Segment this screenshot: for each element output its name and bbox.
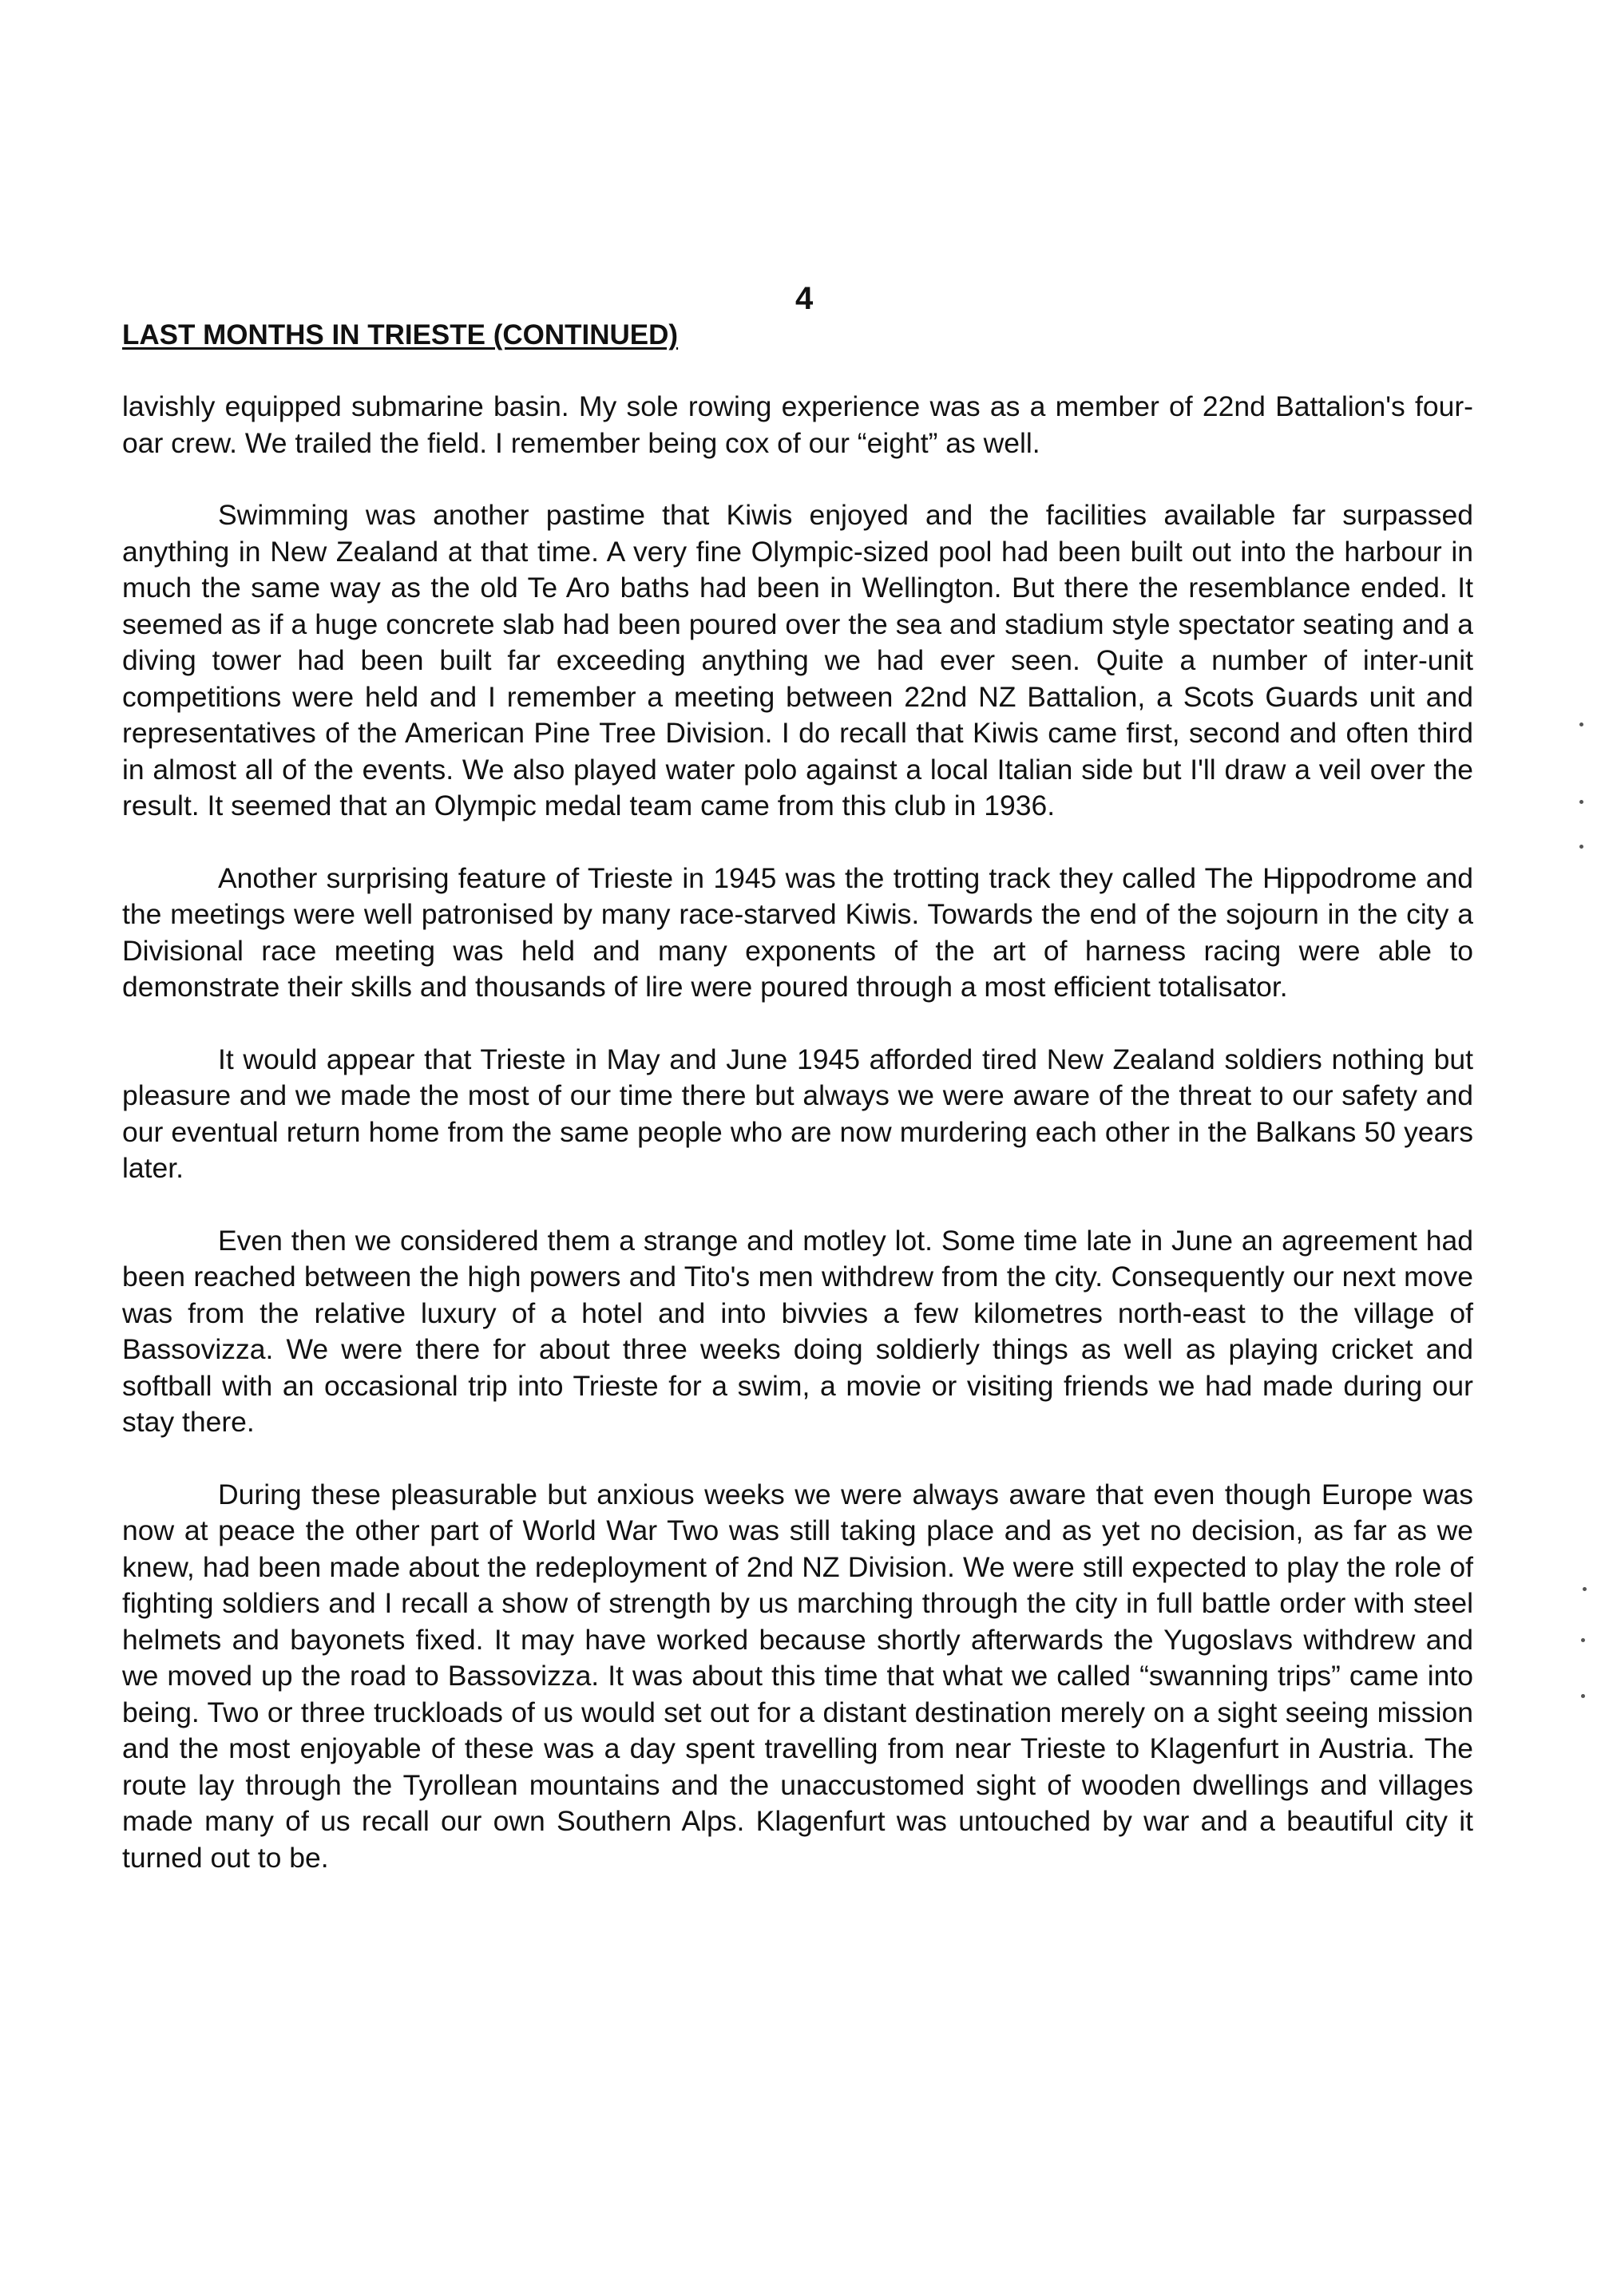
paragraph-5: Even then we considered them a strange and motley lot. Some time late in June an agreement had been reached between the high powers and Tito's men withdrew from the city. Consequently our next move was from the relative luxury of a hotel and into bivvies a few kilometres north-east to the village of Bassovizza. We were there for about three weeks doing soldierly things as well as playing cricket and softball with an occasional trip into Trieste for a swim, a movie or visiting friends we had made during our stay there. <box>122 1224 1473 1438</box>
paragraph-2: Swimming was another pastime that Kiwis enjoyed and the facilities available far surpassed anything in New Zealand at that time. A very fine Olympic-sized pool had been built out into the harbour in much the same way as the old Te Aro baths had been in Wellington. But there the resemblance ended. It seemed as if a huge concrete slab had been poured over the sea and stadium style spectator seating and a diving tower had been built far exceeding anything we had ever seen. Quite a number of inter-unit competitions were held and I remember a meeting between 22nd NZ Battalion, a Scots Guards unit and representatives of the American Pine Tree Division. I do recall that Kiwis came first, second and often third in almost all of the events. We also played water polo against a local Italian side but I'll draw a veil over the result. It seemed that an Olympic medal team came from this club in 1936. <box>122 499 1473 821</box>
paragraph-1: lavishly equipped submarine basin. My sole rowing experience was as a member of 22nd Battalion's four-oar crew. We trailed the field. I remember being cox of our “eight” as well. <box>122 390 1473 459</box>
page-number: 4 <box>795 281 814 316</box>
paragraph-3: Another surprising feature of Trieste in 1945 was the trotting track they called The Hippodrome and the meetings were well patronised by many race-starved Kiwis. Towards the end of the sojourn in the city a Divisional race meeting was held and many exponents of the art of harness racing were able to demonstrate their skills and thousands of lire were poured through a most efficient totalisator. <box>122 861 1473 1003</box>
scan-speck <box>1579 845 1583 849</box>
scan-speck <box>1579 722 1583 726</box>
body-text <box>122 389 1473 1912</box>
scan-speck <box>1581 1638 1585 1642</box>
paragraph-6: During these pleasurable but anxious weeks we were always aware that even though Europe was now at peace the other part of World War Two was still taking place and as yet no decision, as far as we knew, had been made about the redeployment of 2nd NZ Division. We were still expected to play the role of fighting soldiers and I recall a show of strength by us marching through the city in full battle order with steel helmets and bayonets fixed. It may have worked because shortly afterwards the Yugoslavs withdrew and we moved up the road to Bassovizza. It was about this time that what we called “swanning trips” came into being. Two or three truckloads of us would set out for a distant destination merely on a sight seeing mission and the most enjoyable of these was a day spent travelling from near Trieste to Klagenfurt in Austria. The route lay through the Tyrollean mountains and the unaccustomed sight of wooden dwellings and villages made many of us recall our own Southern Alps. Klagenfurt was untouched by war and a beautiful city it turned out to be. <box>122 1478 1473 1874</box>
scan-speck <box>1583 1587 1587 1591</box>
paragraph-4: It would appear that Trieste in May and June 1945 afforded tired New Zealand soldiers nothing but pleasure and we made the most of our time there but always we were aware of the threat to our safety and our eventual return home from the same people who are now murdering each other in the Balkans 50 years later. <box>122 1043 1473 1184</box>
scan-speck <box>1581 1694 1585 1698</box>
page-heading: LAST MONTHS IN TRIESTE (CONTINUED) <box>122 319 679 350</box>
scan-speck <box>1579 800 1583 804</box>
